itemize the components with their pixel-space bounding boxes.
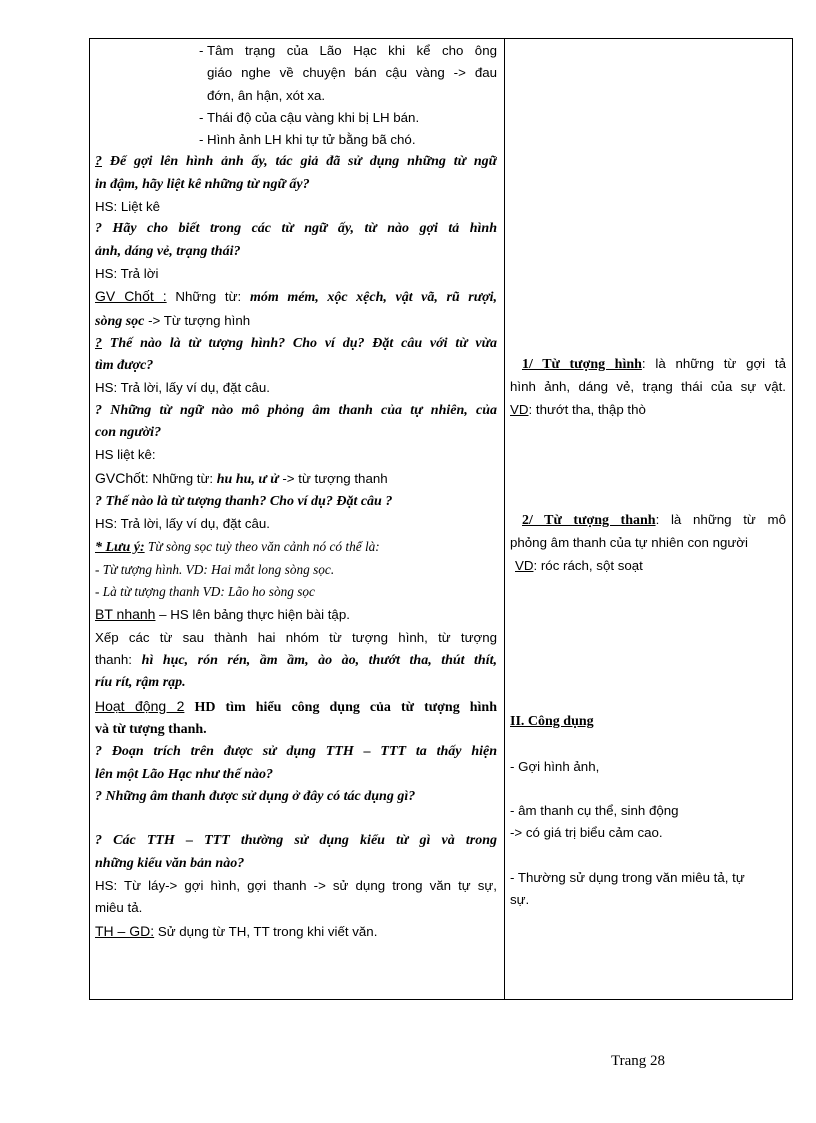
activity-2-heading: Hoạt động 2 HD tìm hiểu công dụng của từ tượng hình	[95, 697, 497, 715]
section-heading: II. Công dụng	[510, 714, 594, 729]
question-3: ? Thế nào là từ tượng hình? Cho ví dụ? Đặt câu với từ vừa	[95, 335, 497, 351]
question-5: ? Thế nào là từ tượng thanh? Cho ví dụ? Đặt câu ?	[95, 493, 393, 509]
teacher-conclusion-1: GV Chốt : Những từ: móm mém, xộc xệch, vật vã, rũ rượi,	[95, 288, 497, 306]
column-divider	[504, 38, 505, 1000]
activities-column: - Tâm trạng của Lão Hạc khi kể cho ông giáo nghe về chuyện bán cậu vàng -> đau đớn, ân hận, xót xa. - Thái độ của cậu vàng khi bị LH bán. - Hình ảnh LH khi tự tử bằng bã chó. ? Để gợi lên hình ảnh ấy, tác giả đã sử dụng những từ ngữ in đậm, hãy liệt kê những từ ngữ ấy? HS: Liệt kê ? Hãy cho biết trong các từ ngữ ấy, từ nào gợi tả hình ảnh, dáng vẻ, trạng thái? HS: Trả lời GV Chốt : Những từ: móm mém, xộc xệch, vật vã, rũ rượi, sòng sọc -> Từ tượng hình ? Thế nào là từ tượng hình? Cho ví dụ? Đặt câu với từ vừa tìm được? HS: Trả lời, lấy ví dụ, đặt câu. ? Những từ ngữ nào mô phỏng âm thanh của tự nhiên, của con người? HS liệt kê: GVChốt: Những từ: hu hu, ư ử -> từ tượng thanh ? Thế nào là từ tượng thanh? Cho ví dụ? Đặt câu ? HS: Trả lời, lấy ví dụ, đặt câu. * Lưu ý: Từ sòng sọc tuỳ theo văn cảnh nó có thể là: - Từ tượng hình. VD: Hai mắt long sòng sọc. - Là từ tượng thanh VD: Lão ho sòng sọc BT nhanh – HS lên bảng thực hiện bài tập. Xếp các từ sau thành hai nhóm từ tượng hình, từ tượng thanh: hì hục, rón rén, ầm ầm, ào ào, thướt tha, thút thít, ríu rít, rậm rạp. Hoạt động 2 HD tìm hiểu công dụng của từ tượng hình và từ tượng thanh. ? Đoạn trích trên được sử dụng TTH – TTT ta thấy hiện lên một Lão Hạc như thế nào? ? Những âm thanh được sử dụng ở đây có tác dụng gì? ? Các TTH – TTT thường sử dụng kiểu từ gì và trong những kiểu văn bản nào? HS: Từ láy-> gợi hình, gợi thanh -> sử dụng trong văn tự sự, miêu tả. TH – GD: Sử dụng từ TH, TT trong khi viết văn.	[95, 40, 497, 943]
question-2: ? Hãy cho biết trong các từ ngữ ấy, từ nào gợi tả hình	[95, 221, 497, 237]
question-8: ? Các TTH – TTT thường sử dụng kiểu từ gì và trong	[95, 833, 497, 849]
question-6: ? Đoạn trích trên được sử dụng TTH – TTT ta thấy hiện	[95, 744, 497, 760]
definition-pictographic: 1/ Từ tượng hình: là những từ gợi tả hình ảnh, dáng vẻ, trạng thái của sự vật. VD: thướt tha, thập thò	[510, 356, 786, 417]
note-block: * Lưu ý: Từ sòng sọc tuỳ theo văn cảnh nó có thể là:	[95, 538, 380, 555]
bullet-item: - Thái độ của cậu vàng khi bị LH bán.	[199, 109, 420, 125]
page-number: Trang 28	[611, 1053, 666, 1069]
integration-note: TH – GD: Sử dụng từ TH, TT trong khi viết văn.	[95, 922, 378, 939]
question-4: ? Những từ ngữ nào mô phỏng âm thanh của tự nhiên, của	[95, 402, 497, 418]
definition-onomatopoeia: 2/ Từ tượng thanh: là những từ mô phỏng âm thanh của tự nhiên con người VD: róc rách, sột soạt	[510, 512, 786, 573]
question-7: ? Những âm thanh được sử dụng ở đây có tác dụng gì?	[95, 788, 416, 804]
bullet-item: - Hình ảnh LH khi tự tử bằng bã chó.	[199, 132, 416, 148]
question-1: ? Để gợi lên hình ảnh ấy, tác giả đã sử dụng những từ ngữ	[95, 154, 497, 170]
bullet-item: - Tâm trạng của Lão Hạc khi kể cho ông	[199, 43, 497, 58]
usage-section: II. Công dụng - Gợi hình ảnh, - âm thanh cụ thể, sinh động -> có giá trị biểu cảm cao. - Thường sử dụng trong văn miêu tả, tự sự.	[510, 711, 786, 912]
teacher-conclusion-2: GVChốt: Những từ: hu hu, ư ử -> từ tượng thanh	[95, 469, 388, 487]
quick-exercise: BT nhanh – HS lên bảng thực hiện bài tập.	[95, 606, 350, 623]
